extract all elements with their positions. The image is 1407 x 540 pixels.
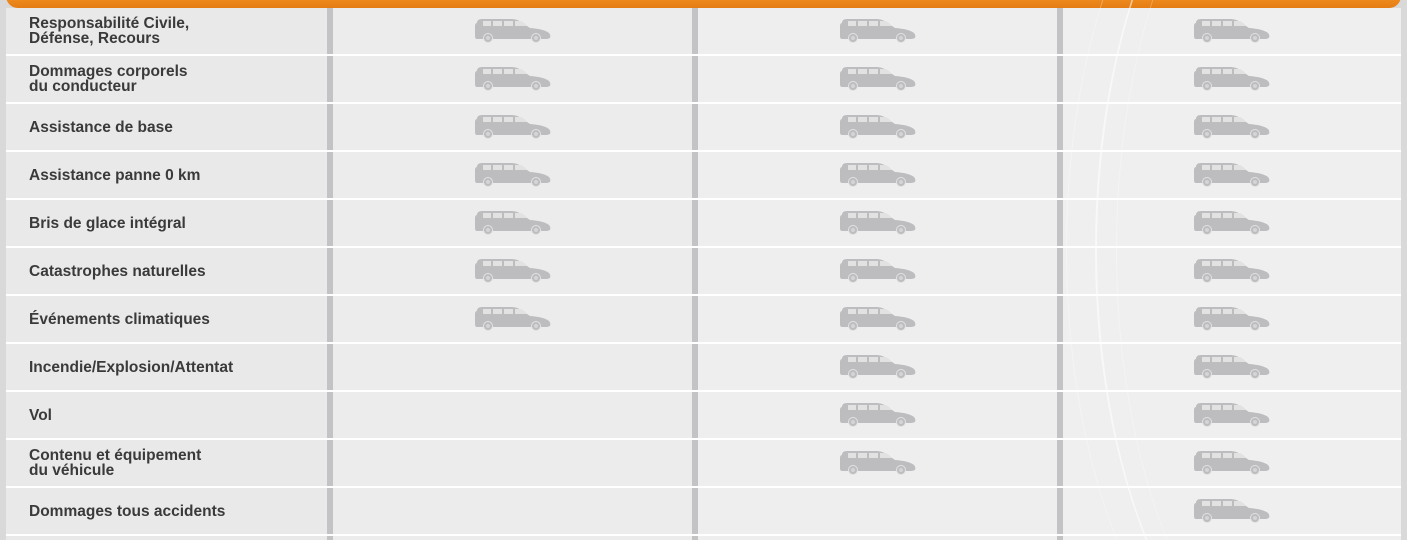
coverage-cell-formula-1 bbox=[333, 392, 692, 440]
coverage-cell-formula-3 bbox=[1063, 536, 1401, 540]
coverage-label: Assistance panne 0 km bbox=[29, 166, 201, 184]
coverage-cell-formula-3 bbox=[1063, 296, 1401, 344]
coverage-cell-formula-3 bbox=[1063, 8, 1401, 56]
coverage-table bbox=[6, 8, 1401, 540]
car-icon bbox=[1193, 305, 1271, 331]
coverage-cell-formula-2 bbox=[698, 8, 1057, 56]
car-icon bbox=[839, 209, 917, 235]
coverage-label-cell bbox=[6, 200, 327, 248]
coverage-label-cell bbox=[6, 536, 327, 540]
car-icon bbox=[474, 257, 552, 283]
car-icon bbox=[839, 257, 917, 283]
coverage-cell-formula-2 bbox=[698, 488, 1057, 536]
coverage-label: Dommages tous accidents bbox=[29, 502, 226, 520]
coverage-cell-formula-1 bbox=[333, 536, 692, 540]
car-icon bbox=[1193, 401, 1271, 427]
coverage-label: Événements climatiques bbox=[29, 310, 210, 328]
coverage-cell-formula-2 bbox=[698, 440, 1057, 488]
coverage-label-cell bbox=[6, 488, 327, 536]
coverage-cell-formula-2 bbox=[698, 536, 1057, 540]
car-icon bbox=[839, 353, 917, 379]
coverage-label: Dommages corporels du conducteur bbox=[29, 63, 188, 95]
car-icon bbox=[839, 65, 917, 91]
coverage-label-cell bbox=[6, 296, 327, 344]
coverage-cell-formula-1 bbox=[333, 152, 692, 200]
coverage-cell-formula-2 bbox=[698, 104, 1057, 152]
coverage-label-cell bbox=[6, 152, 327, 200]
coverage-cell-formula-1 bbox=[333, 488, 692, 536]
coverage-label: Bris de glace intégral bbox=[29, 214, 186, 232]
coverage-cell-formula-3 bbox=[1063, 200, 1401, 248]
coverage-cell-formula-1 bbox=[333, 200, 692, 248]
coverage-cell-formula-3 bbox=[1063, 392, 1401, 440]
coverage-label-cell bbox=[6, 344, 327, 392]
header-accent-bar bbox=[6, 0, 1401, 8]
coverage-cell-formula-3 bbox=[1063, 104, 1401, 152]
coverage-cell-formula-1 bbox=[333, 344, 692, 392]
car-icon bbox=[1193, 497, 1271, 523]
coverage-label-cell bbox=[6, 248, 327, 296]
coverage-cell-formula-2 bbox=[698, 344, 1057, 392]
car-icon bbox=[1193, 161, 1271, 187]
coverage-cell-formula-1 bbox=[333, 296, 692, 344]
coverage-cell-formula-2 bbox=[698, 296, 1057, 344]
coverage-label-cell bbox=[6, 392, 327, 440]
coverage-label-cell bbox=[6, 8, 327, 56]
car-icon bbox=[839, 305, 917, 331]
coverage-cell-formula-3 bbox=[1063, 152, 1401, 200]
coverage-cell-formula-2 bbox=[698, 152, 1057, 200]
car-icon bbox=[1193, 65, 1271, 91]
car-icon bbox=[839, 161, 917, 187]
coverage-label: Assistance de base bbox=[29, 118, 173, 136]
coverage-label: Responsabilité Civile, Défense, Recours bbox=[29, 15, 190, 47]
coverage-cell-formula-3 bbox=[1063, 248, 1401, 296]
car-icon bbox=[1193, 17, 1271, 43]
car-icon bbox=[1193, 449, 1271, 475]
coverage-cell-formula-1 bbox=[333, 104, 692, 152]
coverage-cell-formula-3 bbox=[1063, 344, 1401, 392]
car-icon bbox=[474, 17, 552, 43]
car-icon bbox=[474, 65, 552, 91]
car-icon bbox=[474, 305, 552, 331]
coverage-cell-formula-1 bbox=[333, 8, 692, 56]
coverage-label: Contenu et équipement du véhicule bbox=[29, 447, 202, 479]
car-icon bbox=[474, 113, 552, 139]
car-icon bbox=[1193, 209, 1271, 235]
car-icon bbox=[1193, 353, 1271, 379]
coverage-label-cell bbox=[6, 440, 327, 488]
coverage-label-cell bbox=[6, 104, 327, 152]
car-icon bbox=[1193, 257, 1271, 283]
coverage-cell-formula-2 bbox=[698, 200, 1057, 248]
coverage-cell-formula-2 bbox=[698, 248, 1057, 296]
car-icon bbox=[839, 401, 917, 427]
car-icon bbox=[474, 209, 552, 235]
coverage-label: Vol bbox=[29, 406, 52, 424]
coverage-cell-formula-3 bbox=[1063, 488, 1401, 536]
coverage-cell-formula-1 bbox=[333, 56, 692, 104]
car-icon bbox=[1193, 113, 1271, 139]
car-icon bbox=[474, 161, 552, 187]
coverage-cell-formula-3 bbox=[1063, 440, 1401, 488]
coverage-label: Incendie/Explosion/Attentat bbox=[29, 358, 234, 376]
coverage-cell-formula-1 bbox=[333, 248, 692, 296]
coverage-cell-formula-3 bbox=[1063, 56, 1401, 104]
car-icon bbox=[839, 449, 917, 475]
car-icon bbox=[839, 113, 917, 139]
coverage-label: Catastrophes naturelles bbox=[29, 262, 206, 280]
car-icon bbox=[839, 17, 917, 43]
coverage-cell-formula-2 bbox=[698, 56, 1057, 104]
coverage-label-cell bbox=[6, 56, 327, 104]
coverage-cell-formula-2 bbox=[698, 392, 1057, 440]
coverage-cell-formula-1 bbox=[333, 440, 692, 488]
